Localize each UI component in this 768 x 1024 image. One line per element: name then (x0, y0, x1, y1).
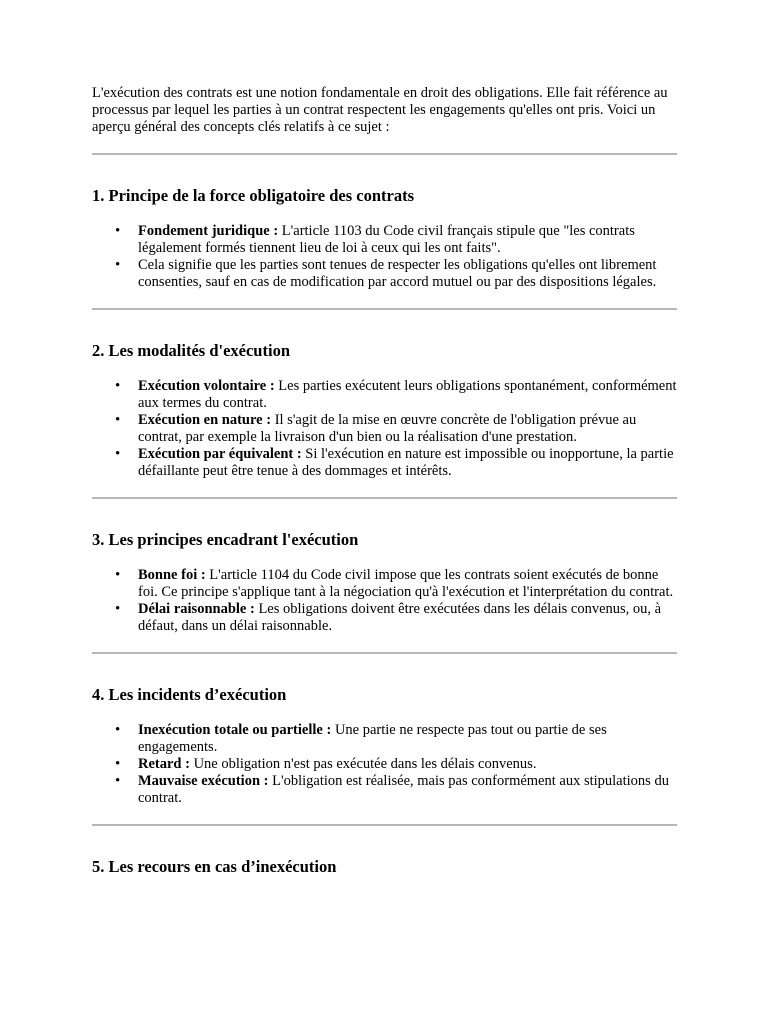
item-term: Inexécution totale ou partielle : (138, 722, 332, 738)
item-text: Il s'agit de la mise en œuvre concrète de l'obligation prévue au contrat, par exemple la livraison d'un bien ou la réalisation d'une prestation. (138, 412, 637, 445)
item-term: Exécution volontaire : (138, 378, 275, 394)
section-divider (92, 153, 677, 155)
section-list-2 (92, 378, 677, 480)
list-item (138, 223, 677, 257)
item-text: L'obligation est réalisée, mais pas conformément aux stipulations du contrat. (138, 773, 669, 806)
section-title-3: 3. Les principes encadrant l'exécution (92, 530, 359, 549)
list-item (138, 722, 677, 756)
list-item (138, 773, 677, 807)
item-text: L'article 1103 du Code civil français stipule que "les contrats légalement formés tiennent lieu de loi à ceux qui les ont faits". (138, 223, 635, 256)
list-item (138, 257, 677, 291)
section-divider (92, 824, 677, 826)
item-term: Fondement juridique : (138, 223, 279, 239)
item-term: Exécution en nature : (138, 412, 272, 428)
list-item (138, 756, 677, 773)
item-text: Cela signifie que les parties sont tenues de respecter les obligations qu'elles ont librement consenties, sauf en cas de modification par accord mutuel ou par des dispositions légales. (138, 257, 657, 290)
section-divider (92, 308, 677, 310)
item-term: Délai raisonnable : (138, 601, 255, 617)
item-text: Les parties exécutent leurs obligations spontanément, conformément aux termes du contrat. (138, 378, 677, 411)
list-item (138, 446, 677, 480)
section-title-2: 2. Les modalités d'exécution (92, 341, 290, 360)
item-text: L'article 1104 du Code civil impose que les contrats soient exécutés de bonne foi. Ce principe s'applique tant à la négociation qu'à l'exécution et l'interprétation du contrat. (138, 567, 674, 600)
item-text: Si l'exécution en nature est impossible ou inopportune, la partie défaillante peut être tenue à des dommages et intérêts. (138, 446, 674, 479)
item-term: Mauvaise exécution : (138, 773, 269, 789)
section-list-1 (92, 223, 677, 291)
item-term: Retard : (138, 756, 190, 772)
document-body (92, 85, 677, 877)
section-divider (92, 652, 677, 654)
item-text: Une obligation n'est pas exécutée dans les délais convenus. (189, 756, 537, 772)
item-text: Une partie ne respecte pas tout ou partie de ses engagements. (138, 722, 607, 755)
section-title-5: 5. Les recours en cas d’inexécution (92, 857, 337, 876)
item-term: Bonne foi : (138, 567, 206, 583)
list-item (138, 378, 677, 412)
list-item (138, 567, 677, 601)
item-term: Exécution par équivalent : (138, 446, 302, 462)
list-item (138, 601, 677, 635)
section-divider (92, 497, 677, 499)
section-list-3 (92, 567, 677, 635)
section-title-4: 4. Les incidents d’exécution (92, 685, 287, 704)
section-title-1: 1. Principe de la force obligatoire des contrats (92, 186, 414, 205)
item-text: Les obligations doivent être exécutées dans les délais convenus, ou, à défaut, dans un délai raisonnable. (138, 601, 662, 634)
list-item (138, 412, 677, 446)
section-list-4 (92, 722, 677, 807)
intro-paragraph: L'exécution des contrats est une notion fondamentale en droit des obligations. Elle fait référence au processus par lequel les parties à un contrat respectent les engagements qu'elles ont pris. Voici un aperçu général des concepts clés relatifs à ce sujet : (92, 85, 668, 135)
